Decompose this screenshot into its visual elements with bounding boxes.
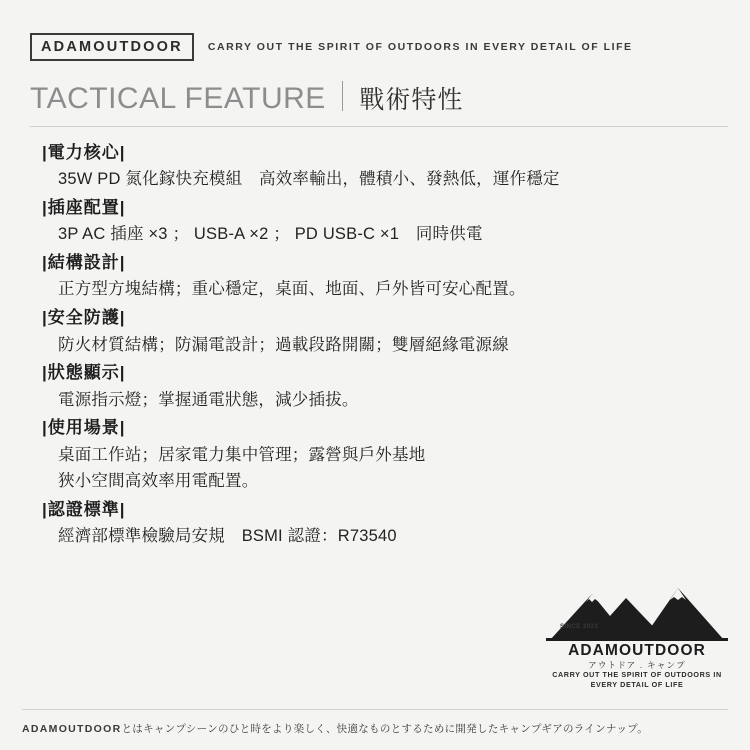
feature-heading: |狀態顯示| xyxy=(42,363,126,383)
logo-subtitle xyxy=(546,670,728,689)
feature-body xyxy=(40,523,730,550)
feature-line: 正方型方塊結構；重心穩定，桌面、地面、戶外皆可安心配置。 xyxy=(58,280,526,299)
mountain-icon xyxy=(546,580,728,642)
adamoutdoor-logo-badge xyxy=(546,580,728,688)
feature-section xyxy=(40,360,730,413)
logo-japanese-text: アウトドア . キャンプ xyxy=(588,660,686,670)
title-horizontal-rule xyxy=(30,126,728,127)
page-title xyxy=(30,78,463,122)
feature-body xyxy=(40,332,730,359)
feature-heading: |安全防護| xyxy=(42,308,126,328)
feature-line: 經濟部標準檢驗局安規 BSMI 認證：R73540 xyxy=(58,527,397,546)
title-divider xyxy=(342,81,344,111)
brand-logo-box: ADAMOUTDOOR xyxy=(30,33,194,61)
feature-list xyxy=(40,140,730,552)
logo-subtitle-line2: EVERY DETAIL OF LIFE xyxy=(590,679,684,689)
logo-brand-name: ADAMOUTDOOR xyxy=(568,642,706,659)
footer-rule xyxy=(22,709,728,710)
feature-heading: |結構設計| xyxy=(42,253,126,273)
feature-section xyxy=(40,250,730,303)
feature-body xyxy=(40,387,730,414)
logo-subtitle-line1: CARRY OUT THE SPIRIT OF OUTDOORS IN xyxy=(552,670,722,679)
feature-line: 電源指示燈；掌握通電狀態，減少插拔。 xyxy=(58,390,359,409)
feature-section xyxy=(40,415,730,495)
page-header xyxy=(0,30,750,64)
feature-section xyxy=(40,140,730,193)
footer-text xyxy=(22,721,728,736)
feature-line: 3P AC 插座 ×3 ； USB-A ×2 ； PD USB-C ×1 同時供電 xyxy=(58,225,483,244)
feature-body xyxy=(40,442,730,495)
feature-body xyxy=(40,166,730,193)
logo-since-text: SINCE 2021 xyxy=(560,624,599,630)
feature-heading: |使用場景| xyxy=(42,418,126,438)
feature-line: 狹小空間高效率用電配置。 xyxy=(58,472,259,491)
brand-tagline: CARRY OUT THE SPIRIT OF OUTDOORS IN EVERY DETAIL OF LIFE xyxy=(207,41,633,53)
feature-section xyxy=(40,195,730,248)
feature-heading: |電力核心| xyxy=(42,143,126,162)
feature-heading: |認證標準| xyxy=(42,500,126,520)
feature-section xyxy=(40,305,730,358)
feature-body xyxy=(40,276,730,303)
feature-line: 桌面工作站；居家電力集中管理；露營與戶外基地 xyxy=(58,445,426,464)
footer-description: とはキャンプシーンのひと時をより楽しく、快適なものとするために開発したキャンプギアのラインナップ。 xyxy=(121,723,649,735)
feature-section xyxy=(40,497,730,550)
page-title-chinese: 戰術特性 xyxy=(359,86,464,114)
footer-brand: ADAMOUTDOOR xyxy=(22,723,122,735)
feature-body xyxy=(40,221,730,248)
page-title-english: TACTICAL FEATURE xyxy=(30,82,326,115)
feature-heading: |插座配置| xyxy=(42,198,126,218)
feature-line: 35W PD 氮化鎵快充模組 高效率輸出，體積小、發熱低，運作穩定 xyxy=(58,170,560,189)
feature-line: 防火材質結構；防漏電設計；過載段路開關；雙層絕緣電源線 xyxy=(58,335,509,354)
